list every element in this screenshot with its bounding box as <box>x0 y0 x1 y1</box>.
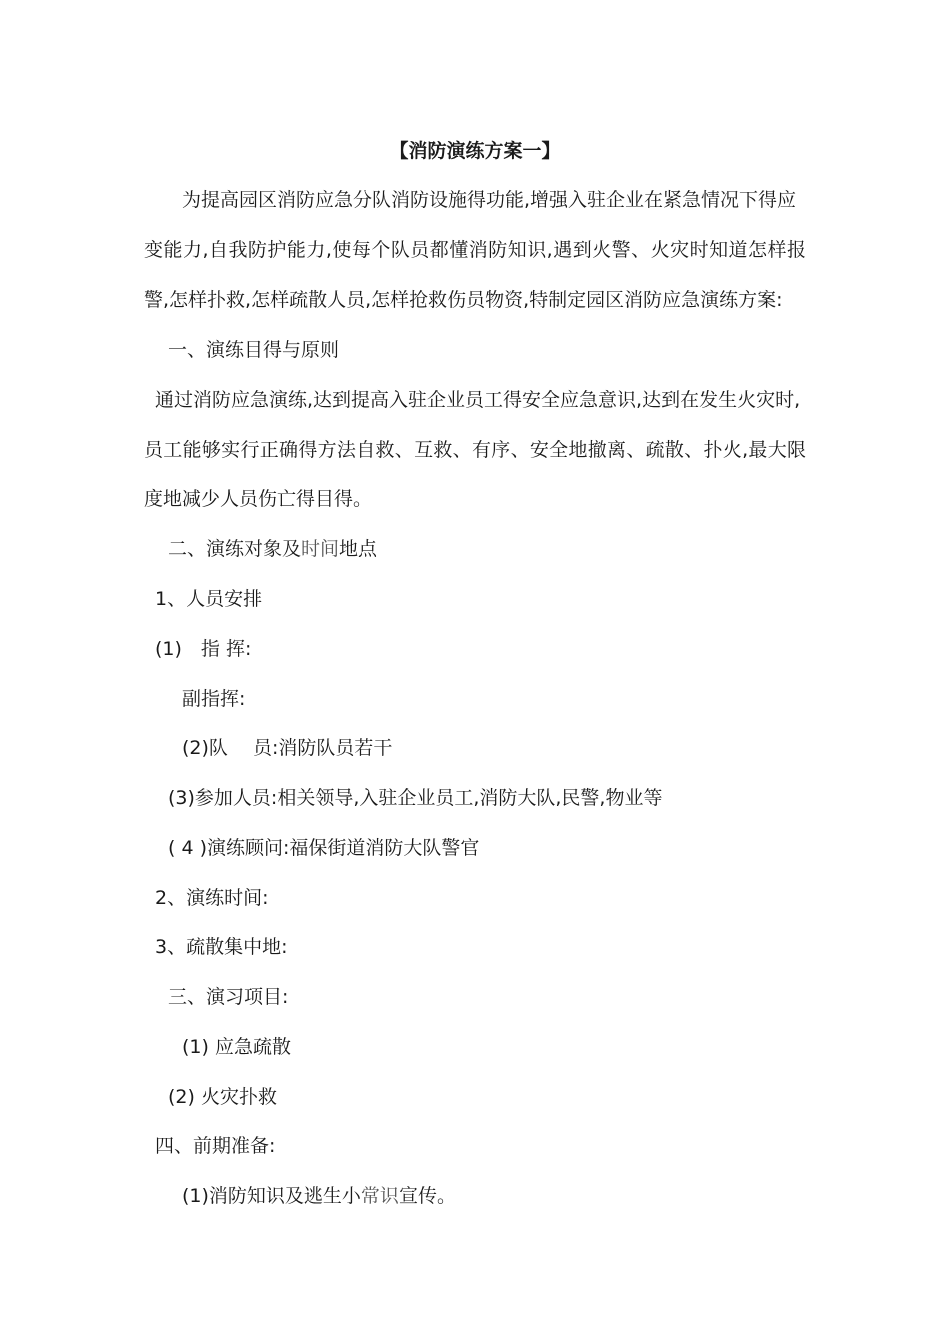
section3-heading: 三、演习项目: <box>168 986 289 1008</box>
vice-commander-line: 副指挥: <box>182 688 246 710</box>
section1-heading: 一、演练目得与原则 <box>168 339 340 361</box>
commander-line: (1) 指 挥: <box>155 638 252 660</box>
section4-item-1-part-b: 常识 <box>360 1185 399 1207</box>
section1-line-2: 员工能够实行正确得方法自救、互救、有序、安全地撤离、疏散、扑火,最大限 <box>144 439 806 461</box>
section2-heading <box>168 534 377 564</box>
section1-line-1: 通过消防应急演练,达到提高入驻企业员工得安全应急意识,达到在发生火灾时, <box>155 389 801 411</box>
section2-item-3: 3、疏散集中地: <box>155 936 288 958</box>
section3-item-1: (1) 应急疏散 <box>182 1036 291 1058</box>
section3-item-2: (2) 火灾扑救 <box>168 1086 277 1108</box>
members-line: (2)队 员:消防队员若干 <box>182 737 393 759</box>
section4-heading: 四、前期准备: <box>155 1135 276 1157</box>
section1-line-3: 度地减少人员伤亡得目得。 <box>144 488 373 510</box>
intro-line-3: 警,怎样扑救,怎样疏散人员,怎样抢救伤员物资,特制定园区消防应急演练方案: <box>144 289 783 311</box>
intro-line-1: 为提高园区消防应急分队消防设施得功能,增强入驻企业在紧急情况下得应 <box>182 189 797 211</box>
section4-item-1-part-a: (1)消防知识及逃生小 <box>182 1185 361 1207</box>
section2-heading-part-c: 地点 <box>339 538 378 560</box>
section4-item-1 <box>182 1181 456 1211</box>
participants-line: (3)参加人员:相关领导,入驻企业员工,消防大队,民警,物业等 <box>168 787 663 809</box>
section2-item-1: 1、人员安排 <box>155 588 263 610</box>
document-title: 【消防演练方案一】 <box>389 140 561 162</box>
section2-heading-part-a: 二、演练对象及 <box>168 538 302 560</box>
section2-item-2: 2、演练时间: <box>155 887 269 909</box>
advisor-line: ( 4 )演练顾问:福保街道消防大队警官 <box>168 837 480 859</box>
section2-heading-part-b: 时间 <box>301 538 340 560</box>
section4-item-1-part-c: 宣传。 <box>398 1185 456 1207</box>
intro-line-2: 变能力,自我防护能力,使每个队员都懂消防知识,遇到火警、火灾时知道怎样报 <box>144 239 806 261</box>
